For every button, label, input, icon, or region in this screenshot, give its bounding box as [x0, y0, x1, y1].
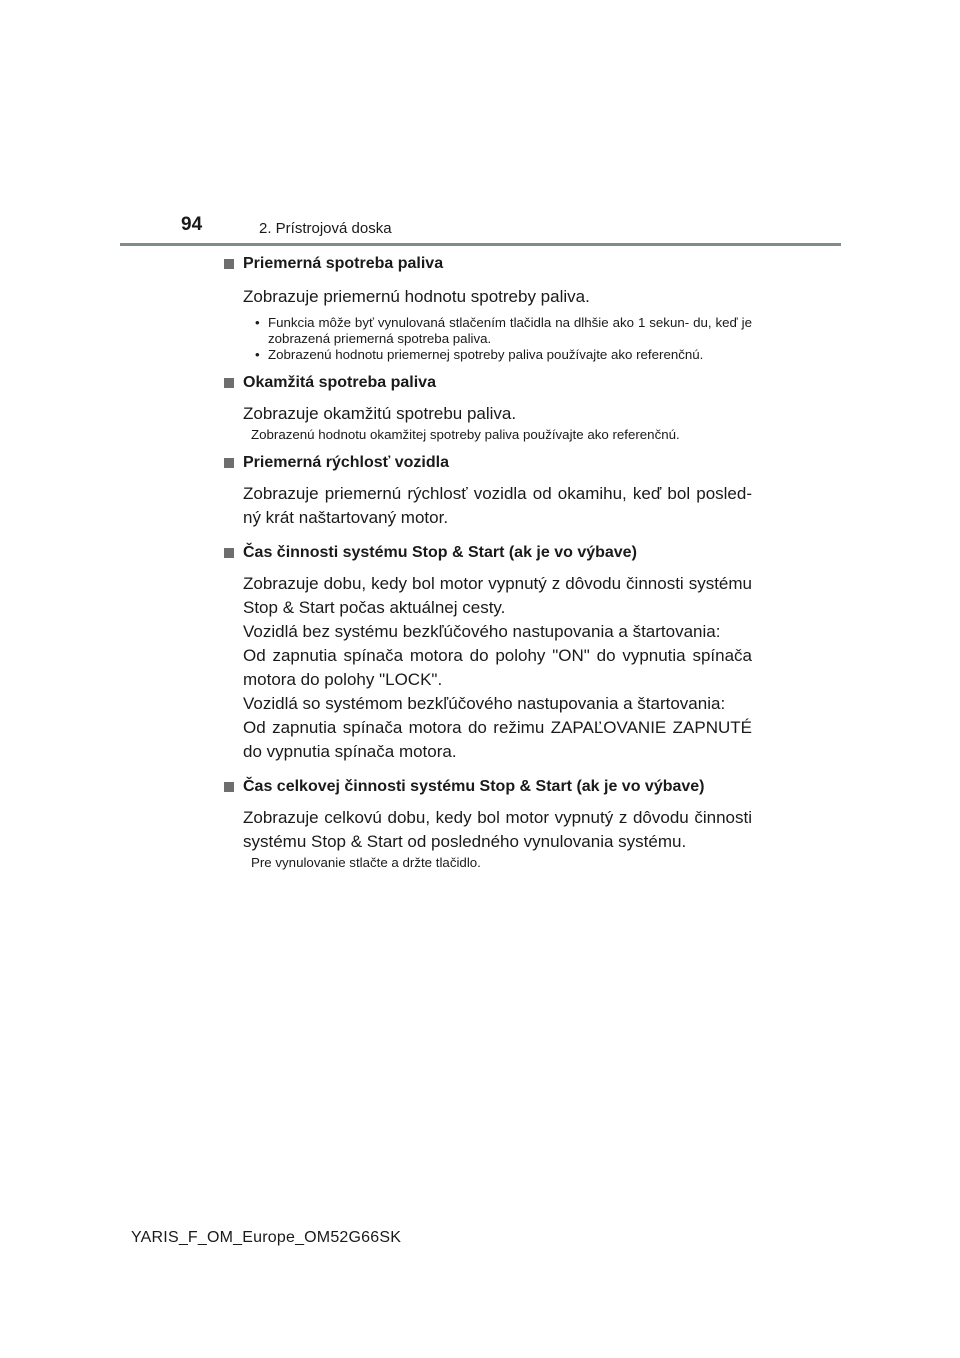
section-body: [222, 285, 752, 309]
note-item: • Zobrazenú hodnotu priemernej spotreby paliva používajte ako referenčnú.: [255, 347, 752, 363]
body-paragraph: Od zapnutia spínača motora do polohy "ON" do vypnutia spínača motora do polohy "LOCK".: [243, 646, 752, 689]
chapter-title: 2. Prístrojová doska: [259, 220, 392, 237]
section-stop-start-time: [222, 542, 752, 764]
footer-document-code: YARIS_F_OM_Europe_OM52G66SK: [131, 1229, 402, 1246]
body-paragraph: Vozidlá so systémom bezkľúčového nastupovania a štartovania:: [243, 694, 726, 713]
square-bullet-icon: [224, 548, 234, 558]
section-instant-fuel-consumption: [222, 372, 752, 443]
section-total-stop-start-time: [222, 776, 752, 871]
body-paragraph: Zobrazuje celkovú dobu, kedy bol motor vypnutý z dôvodu činnosti systému Stop & Start od posledného vynulovania systému.: [243, 808, 752, 851]
section-body: [222, 402, 752, 426]
section-note: Pre vynulovanie stlačte a držte tlačidlo.: [251, 855, 481, 870]
section-note: Zobrazenú hodnotu okamžitej spotreby paliva používajte ako referenčnú.: [251, 427, 680, 442]
body-paragraph: Zobrazuje priemernú hodnotu spotreby paliva.: [243, 287, 590, 306]
note-list: [222, 315, 752, 363]
square-bullet-icon: [224, 782, 234, 792]
section-heading: [222, 776, 752, 798]
section-body: [222, 482, 752, 530]
section-heading-text: Priemerná spotreba paliva: [243, 255, 444, 272]
body-paragraph: Vozidlá bez systému bezkľúčového nastupovania a štartovania:: [243, 622, 721, 641]
body-paragraph: Zobrazuje okamžitú spotrebu paliva.: [243, 404, 517, 423]
body-paragraph: Zobrazuje priemernú rýchlosť vozidla od okamihu, keď bol posled- ný krát naštartovaný motor.: [243, 484, 752, 527]
section-heading: [222, 542, 752, 564]
section-heading-text: Čas celkovej činnosti systému Stop & Start (ak je vo výbave): [243, 778, 705, 795]
section-heading-text: Priemerná rýchlosť vozidla: [243, 454, 449, 471]
section-average-speed: [222, 452, 752, 530]
section-body: [222, 572, 752, 764]
main-content: [222, 253, 752, 871]
section-heading-text: Čas činnosti systému Stop & Start (ak je vo výbave): [243, 544, 637, 561]
square-bullet-icon: [224, 378, 234, 388]
header-divider: [120, 243, 841, 246]
square-bullet-icon: [224, 259, 234, 269]
section-heading: [222, 452, 752, 474]
section-heading: [222, 372, 752, 394]
body-paragraph: Od zapnutia spínača motora do režimu ZAPAĽOVANIE ZAPNUTÉ do vypnutia spínača motora.: [243, 718, 752, 761]
section-heading-text: Okamžitá spotreba paliva: [243, 374, 436, 391]
note-item: • Funkcia môže byť vynulovaná stlačením tlačidla na dlhšie ako 1 sekun- du, keď je zobrazená priemerná spotreba paliva.: [255, 315, 752, 347]
square-bullet-icon: [224, 458, 234, 468]
page-number: 94: [181, 214, 203, 235]
body-paragraph: Zobrazuje dobu, kedy bol motor vypnutý z dôvodu činnosti systému Stop & Start počas aktuálnej cesty.: [243, 574, 752, 617]
section-body: [222, 806, 752, 854]
section-heading: [222, 253, 752, 275]
section-average-fuel-consumption: [222, 253, 752, 363]
